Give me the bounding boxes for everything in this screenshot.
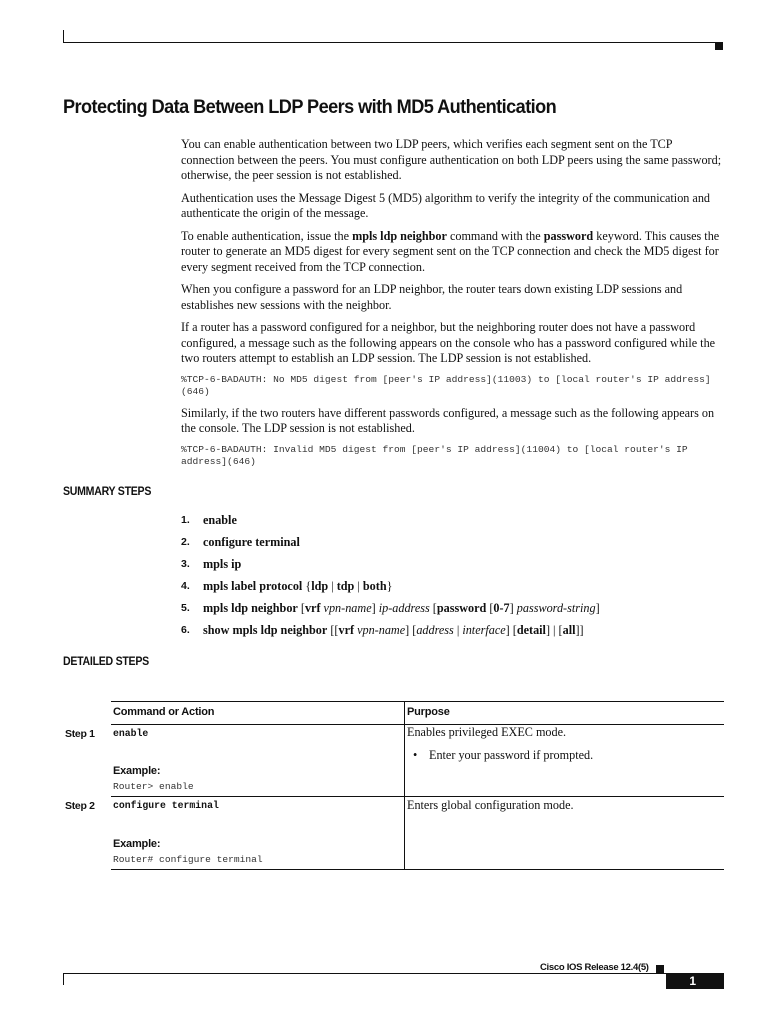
p3-text-a: To enable authentication, issue the bbox=[181, 228, 353, 243]
row-2-example-label: Example: bbox=[113, 838, 161, 850]
syntax-bracket: ] [ bbox=[505, 623, 517, 637]
row-2-example: Router# configure terminal bbox=[113, 854, 263, 865]
summary-step-3 bbox=[181, 555, 741, 577]
intro-paragraph-1: You can enable authentication between two LDP peers, which verifies each segment sent on the TCP connection between the peers. You must configure authentication on both LDP peers using the same password; otherwise, the peer session is not established. bbox=[181, 137, 722, 183]
syntax-bracket: ]] bbox=[575, 623, 584, 637]
header-marker bbox=[715, 42, 723, 50]
footer-marker bbox=[656, 965, 664, 973]
step-number: 5. bbox=[181, 602, 190, 614]
step-command: configure terminal bbox=[203, 535, 300, 549]
intro-paragraph-6: Similarly, if the two routers have different passwords configured, a message such as the following appears on the console. The LDP session is not established. bbox=[181, 405, 715, 436]
syntax-bracket: ] bbox=[595, 601, 600, 615]
footer-release: Cisco IOS Release 12.4(5) bbox=[540, 962, 649, 973]
syntax-brace: { bbox=[302, 579, 312, 593]
table-bottom-rule bbox=[111, 869, 724, 870]
row-1-purpose: Enables privileged EXEC mode. bbox=[407, 725, 567, 739]
row-1-example-label: Example: bbox=[113, 765, 161, 777]
header-tick bbox=[63, 30, 64, 42]
syntax-vpn-name: vpn-name bbox=[320, 601, 372, 615]
syntax-bracket: ] bbox=[371, 601, 379, 615]
step-number: 3. bbox=[181, 558, 190, 570]
step-command: mpls label protocol bbox=[203, 579, 303, 593]
syntax-address: address bbox=[416, 623, 454, 637]
footer-tick bbox=[63, 973, 64, 985]
syntax-interface: interface bbox=[462, 623, 506, 637]
syntax-pipe: | bbox=[328, 579, 337, 593]
syntax-vrf: vrf bbox=[304, 601, 321, 615]
syntax-ldp: ldp bbox=[311, 579, 329, 593]
syntax-both: both bbox=[362, 579, 387, 593]
row-2-purpose: Enters global configuration mode. bbox=[407, 798, 574, 812]
syntax-brace: } bbox=[386, 579, 393, 593]
row-1-bullet-text: Enter your password if prompted. bbox=[429, 748, 594, 762]
syntax-all: all bbox=[562, 623, 576, 637]
step-number: 4. bbox=[181, 580, 190, 592]
syntax-bracket: [ bbox=[486, 601, 494, 615]
syntax-detail: detail bbox=[516, 623, 546, 637]
step-command: mpls ldp neighbor bbox=[203, 601, 298, 615]
intro-paragraph-2: Authentication uses the Message Digest 5 (MD5) algorithm to verify the integrity of the communication and authenticate the origin of the message. bbox=[181, 190, 711, 221]
summary-step-4 bbox=[181, 577, 741, 599]
step-syntax bbox=[203, 621, 584, 643]
code-example-1: %TCP-6-BADAUTH: No MD5 digest from [peer's IP address](11003) to [local router's IP address](646) bbox=[181, 373, 711, 398]
syntax-tdp: tdp bbox=[336, 579, 355, 593]
table-top-rule bbox=[111, 701, 724, 702]
intro-paragraph-3 bbox=[181, 229, 726, 276]
step-number: 6. bbox=[181, 624, 190, 636]
column-header-command: Command or Action bbox=[113, 706, 215, 718]
syntax-password: password bbox=[436, 601, 487, 615]
bullet-dot-icon: • bbox=[413, 748, 418, 762]
p3-keyword: password bbox=[543, 228, 594, 243]
table-column-divider bbox=[404, 701, 405, 869]
intro-paragraph-4: When you configure a password for an LDP neighbor, the router tears down existing LDP sessions and establishes new sessions with the neighbor. bbox=[181, 282, 683, 312]
step-command: enable bbox=[203, 513, 237, 527]
detailed-steps-heading: DETAILED STEPS bbox=[63, 656, 149, 668]
syntax-pipe: | bbox=[453, 623, 463, 637]
page-number: 1 bbox=[666, 973, 724, 989]
row-1-example: Router> enable bbox=[113, 781, 194, 792]
p3-text-c: keyword. This causes the router to generate an MD5 digest for every segment sent on the TCP connection and check the MD5 digest for every segment received from the TCP connection. bbox=[181, 228, 720, 274]
summary-step-2 bbox=[181, 533, 741, 555]
syntax-bracket: ] bbox=[509, 601, 517, 615]
summary-step-6 bbox=[181, 621, 741, 643]
row-2-command: configure terminal bbox=[113, 800, 219, 811]
summary-steps-list bbox=[181, 511, 741, 643]
step-number: 2. bbox=[181, 536, 190, 548]
step-2-label: Step 2 bbox=[65, 800, 95, 812]
step-command: mpls ip bbox=[203, 557, 242, 571]
p3-command: mpls ldp neighbor bbox=[352, 228, 447, 243]
syntax-vrf: vrf bbox=[338, 623, 355, 637]
syntax-bracket: ] [ bbox=[405, 623, 417, 637]
syntax-pipe: | bbox=[354, 579, 363, 593]
step-1-label: Step 1 bbox=[65, 728, 95, 740]
syntax-password-string: password-string bbox=[516, 601, 596, 615]
step-command: show mpls ldp neighbor bbox=[203, 623, 328, 637]
syntax-bracket: [ bbox=[297, 601, 305, 615]
intro-section bbox=[181, 137, 726, 475]
syntax-bracket: [[ bbox=[327, 623, 339, 637]
column-header-purpose: Purpose bbox=[407, 706, 450, 718]
step-syntax bbox=[203, 599, 600, 621]
summary-step-5 bbox=[181, 599, 741, 621]
row-1-rule bbox=[111, 796, 724, 797]
footer-rule bbox=[63, 973, 723, 974]
summary-steps-heading: SUMMARY STEPS bbox=[63, 486, 152, 498]
syntax-bracket: [ bbox=[429, 601, 437, 615]
syntax-ip-address: ip-address bbox=[378, 601, 430, 615]
code-example-2: %TCP-6-BADAUTH: Invalid MD5 digest from [peer's IP address](11004) to [local router's IP address](646) bbox=[181, 443, 694, 467]
syntax-bracket: ] | [ bbox=[545, 623, 563, 637]
summary-step-1 bbox=[181, 511, 741, 533]
intro-paragraph-5: If a router has a password configured for a neighbor, but the neighboring router does not have a password configured, a message such as the following appears on the console who has a password configured while the two routers attempt to establish an LDP session. The LDP session is not established. bbox=[181, 320, 716, 366]
row-1-command: enable bbox=[113, 728, 149, 739]
header-rule bbox=[63, 42, 723, 43]
syntax-vpn-name: vpn-name bbox=[354, 623, 406, 637]
step-number: 1. bbox=[181, 514, 190, 526]
step-syntax bbox=[203, 577, 392, 599]
page-title: Protecting Data Between LDP Peers with MD5 Authentication bbox=[63, 96, 557, 118]
syntax-range: 0-7 bbox=[493, 601, 510, 615]
p3-text-b: command with the bbox=[446, 228, 544, 243]
